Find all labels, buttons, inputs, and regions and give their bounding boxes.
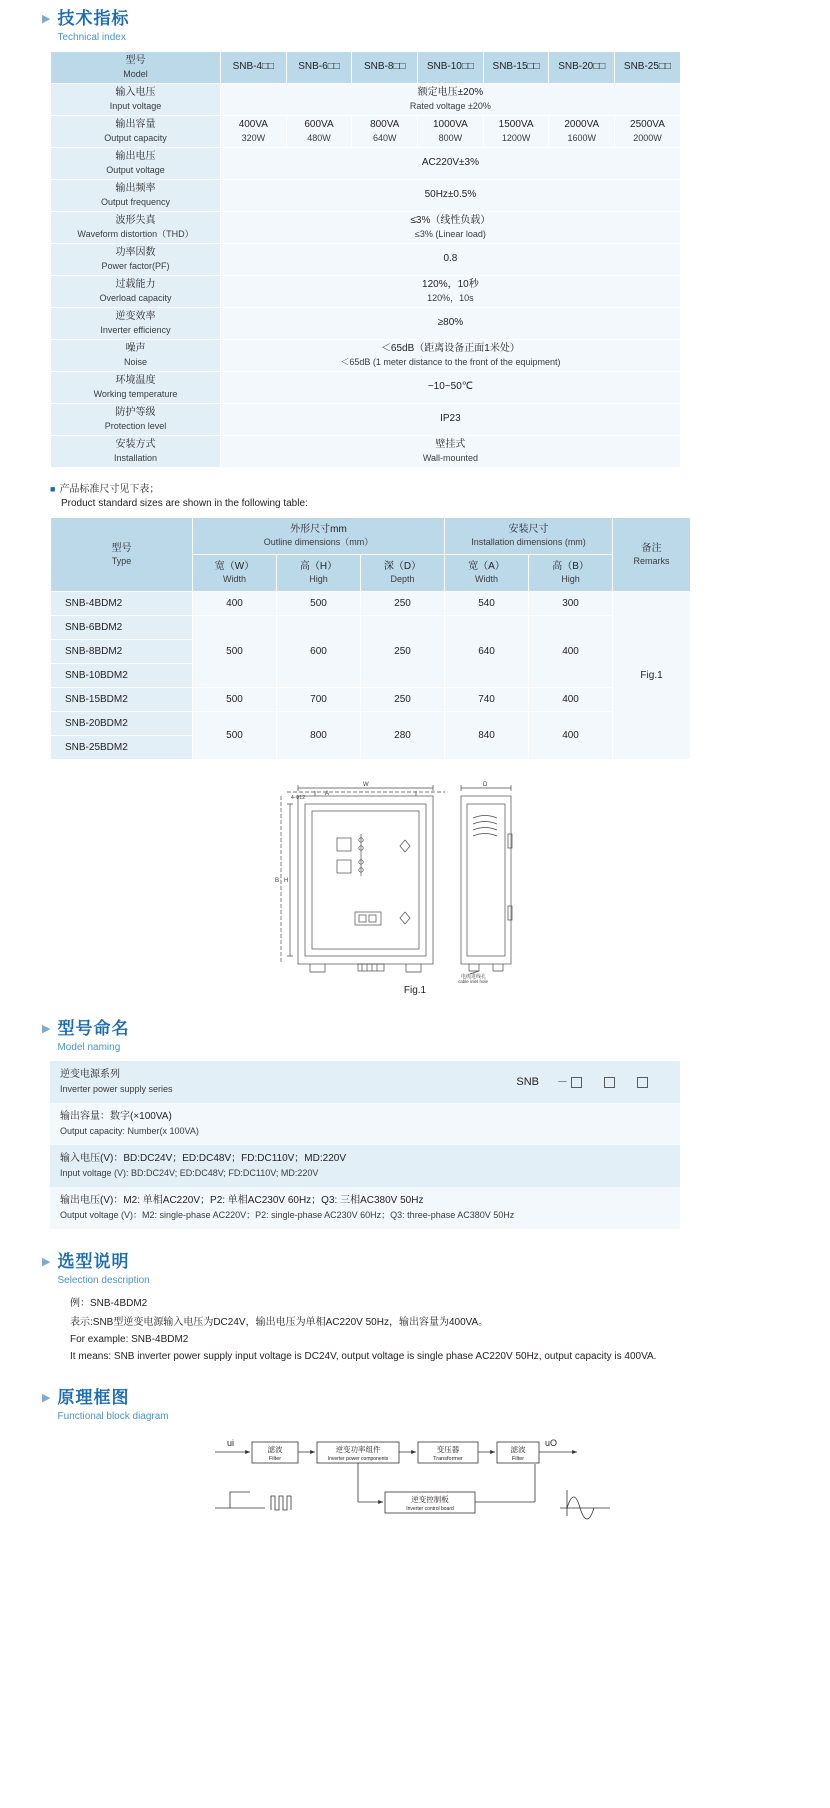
naming-row-input-voltage — [50, 1145, 680, 1187]
row-value — [221, 116, 287, 148]
table-row — [51, 688, 691, 712]
cell-cn: ≤3%（线性负载） — [410, 215, 491, 226]
cell-cn: 1000VA — [432, 119, 468, 130]
cell-cn: 2500VA — [630, 119, 665, 130]
block-box-1-en: Inverter power components — [327, 1456, 389, 1462]
block-box-1-cn: 逆变功率组件 — [335, 1445, 381, 1454]
table-row — [51, 52, 681, 84]
naming-row-series — [50, 1061, 680, 1103]
standard-size-table — [50, 517, 691, 760]
cell-en: 480W — [307, 132, 331, 143]
cell-cn: IP23 — [440, 413, 461, 425]
cell-cn: 50Hz±0.5% — [424, 189, 477, 201]
block-box-0-en: Filter — [268, 1456, 282, 1462]
size-row-type: SNB-20BDM2 — [51, 712, 193, 736]
row-label — [51, 116, 221, 148]
cable-hole-label-cn: 电缆进线孔 — [461, 974, 487, 980]
cell-cn: 型号 — [111, 542, 132, 554]
size-row-b: 300 — [529, 592, 613, 616]
size-row-d: 250 — [361, 592, 445, 616]
row-value — [221, 372, 681, 404]
cell-cn: 输出电压 — [115, 151, 156, 162]
size-row-type: SNB-8BDM2 — [51, 640, 193, 664]
row-value — [418, 116, 484, 148]
cell-cn: 宽（A） — [468, 561, 505, 572]
size-row-h: 700 — [277, 688, 361, 712]
section-header-technical-index — [42, 8, 830, 45]
block-output-label: uO — [545, 1438, 558, 1448]
naming-en: Input voltage (V): BD:DC24V; ED:DC48V; FD:DC110V; MD:220V — [60, 1168, 319, 1178]
cell-en: Depth — [390, 574, 415, 584]
section-title-cn: 技术指标 — [57, 9, 130, 28]
naming-cn: 输出电压(V)：M2: 单相AC220V；P2: 单相AC230V 60Hz；Q3: 三相AC380V 50Hz — [60, 1195, 424, 1206]
block-box-4-cn: 逆变控制板 — [411, 1495, 449, 1504]
technical-index-table — [50, 51, 681, 468]
cell-cn: 功率因数 — [115, 247, 156, 258]
cell-cn: 防护等级 — [115, 407, 156, 418]
block-input-label: ui — [227, 1438, 235, 1448]
cable-hole-label-en: cable inlet hole — [458, 979, 489, 983]
product-size-note — [50, 482, 830, 511]
cell-en: 120%，10s — [427, 292, 474, 303]
block-box-4-en: Inverter control board — [406, 1506, 454, 1512]
cell-cn: 2000VA — [564, 119, 600, 130]
section-header-functional-block-diagram — [42, 1387, 830, 1424]
size-note-cn: 产品标准尺寸见下表； — [59, 484, 160, 495]
cell-cn: 型号 — [125, 55, 146, 66]
size-row-type: SNB-25BDM2 — [51, 736, 193, 760]
selection-description-text — [70, 1296, 830, 1365]
size-row-d: 250 — [361, 688, 445, 712]
row-value — [221, 308, 681, 340]
model-cell: SNB-15□□ — [483, 52, 549, 84]
size-row-d: 250 — [361, 616, 445, 688]
section-title-en: Selection description — [57, 1275, 150, 1286]
row-label — [51, 180, 221, 212]
cell-en: Overload capacity — [99, 292, 172, 303]
section-title-cn: 选型说明 — [57, 1252, 130, 1271]
table-row — [51, 244, 681, 276]
cell-cn: 过载能力 — [115, 279, 156, 290]
cell-cn: ＜65dB（距离设备正面1米处） — [380, 343, 520, 354]
cell-cn: 0.8 — [443, 253, 458, 265]
cell-cn: 输入电压 — [115, 87, 156, 98]
triangle-right-icon: ▶ — [42, 1392, 51, 1404]
cell-en: Rated voltage ±20% — [409, 100, 491, 111]
naming-en: Output voltage (V)：M2: single-phase AC220V；P2: single-phase AC230V 60Hz；Q3: three-phase AC380V 50Hz — [60, 1210, 515, 1220]
cell-cn: 逆变效率 — [115, 311, 156, 322]
cell-en: Output capacity — [104, 132, 167, 143]
cell-en: Width — [475, 574, 499, 584]
header-install-high — [529, 555, 613, 592]
row-label — [51, 244, 221, 276]
model-cell: SNB-10□□ — [418, 52, 484, 84]
row-label — [51, 148, 221, 180]
naming-placeholder-box — [571, 1077, 582, 1088]
cabinet-drawing-svg — [265, 778, 565, 983]
row-value — [615, 116, 681, 148]
cell-cn: 1500VA — [498, 119, 534, 130]
naming-row-capacity — [50, 1103, 680, 1145]
model-cell: SNB-6□□ — [286, 52, 352, 84]
size-row-a: 540 — [445, 592, 529, 616]
naming-code-snb: SNB — [516, 1076, 539, 1088]
section-title-en: Technical index — [57, 32, 126, 43]
section-title-cn: 型号命名 — [57, 1019, 130, 1038]
row-label — [51, 340, 221, 372]
header-width — [193, 555, 277, 592]
table-row — [51, 180, 681, 212]
table-row — [51, 372, 681, 404]
header-outline-dimensions — [193, 518, 445, 555]
row-label — [51, 212, 221, 244]
size-row-b: 400 — [529, 688, 613, 712]
table-row — [51, 116, 681, 148]
size-row-b: 400 — [529, 616, 613, 688]
cell-cn: 波形失真 — [115, 215, 156, 226]
cell-cn: 高（H） — [299, 561, 338, 572]
section-title-cn: 原理框图 — [57, 1388, 130, 1407]
selection-example-cn: 例：SNB-4BDM2 — [70, 1298, 148, 1309]
naming-cn: 输入电压(V)：BD:DC24V；ED:DC48V；FD:DC110V；MD:220V — [60, 1153, 346, 1164]
cell-cn: −10~50℃ — [427, 381, 473, 393]
model-cell: SNB-8□□ — [352, 52, 418, 84]
selection-desc-en: It means: SNB inverter power supply input voltage is DC24V, output voltage is single phase AC220V 50Hz, output capacity is 400VA. — [70, 1351, 657, 1362]
cell-cn: 安装方式 — [115, 439, 156, 450]
cell-en: Outline dimensions（mm） — [263, 537, 374, 547]
row-label — [51, 372, 221, 404]
cell-en: ＜65dB (1 meter distance to the front of the equipment) — [340, 356, 561, 367]
row-label — [51, 276, 221, 308]
section-title-en: Functional block diagram — [57, 1411, 169, 1422]
cell-cn: 噪声 — [125, 343, 146, 354]
cell-cn: 120%，10秒 — [422, 279, 479, 290]
header-type — [51, 518, 193, 592]
row-value — [221, 340, 681, 372]
cell-en: Wall-mounted — [422, 452, 478, 463]
row-value — [549, 116, 615, 148]
cell-en: Width — [222, 574, 246, 584]
cell-en: 320W — [241, 132, 266, 143]
row-value — [352, 116, 418, 148]
triangle-right-icon: ▶ — [42, 1256, 51, 1268]
block-box-3-cn: 滤波 — [510, 1445, 526, 1454]
cell-en: ≤3% (Linear load) — [414, 228, 486, 239]
cell-en: 2000W — [633, 132, 662, 143]
naming-placeholder-box — [604, 1077, 615, 1088]
cell-cn: 宽（W） — [214, 561, 255, 572]
size-row-type: SNB-4BDM2 — [51, 592, 193, 616]
dim-label-phi: 4-Φ12 — [291, 795, 305, 801]
cell-cn: 输出容量 — [115, 119, 156, 130]
size-note-en: Product standard sizes are shown in the following table: — [61, 498, 308, 509]
size-row-h: 600 — [277, 616, 361, 688]
table-row — [51, 436, 681, 468]
size-row-w: 500 — [193, 712, 277, 760]
size-row-h: 500 — [277, 592, 361, 616]
cell-en: High — [561, 574, 580, 584]
model-cell: SNB-20□□ — [549, 52, 615, 84]
triangle-right-icon: ▶ — [42, 13, 51, 25]
row-value — [221, 84, 681, 116]
cell-en: Noise — [123, 356, 147, 367]
block-box-2-en: Transformer — [433, 1456, 463, 1462]
size-row-w: 500 — [193, 616, 277, 688]
square-bullet-icon: ■ — [50, 484, 56, 494]
size-row-h: 800 — [277, 712, 361, 760]
cell-cn: 环境温度 — [115, 375, 156, 386]
block-box-3-en: Filter — [511, 1456, 525, 1462]
row-value — [221, 212, 681, 244]
naming-placeholder-box — [637, 1077, 648, 1088]
header-remarks — [613, 518, 691, 592]
size-row-a: 740 — [445, 688, 529, 712]
table-row — [51, 84, 681, 116]
row-label — [51, 436, 221, 468]
naming-en: Output capacity: Number(x 100VA) — [60, 1126, 199, 1136]
row-value — [221, 244, 681, 276]
cell-en: Inverter efficiency — [100, 324, 171, 335]
block-diagram-svg — [205, 1430, 625, 1530]
cabinet-drawing — [0, 778, 830, 983]
cell-cn: 深（D） — [383, 561, 422, 572]
size-row-w: 400 — [193, 592, 277, 616]
cell-en: Type — [111, 555, 132, 566]
table-row — [51, 340, 681, 372]
dim-label-w: W — [363, 782, 369, 788]
size-row-w: 500 — [193, 688, 277, 712]
model-label-cell — [51, 52, 221, 84]
cell-en: High — [309, 574, 328, 584]
cell-cn: 外形尺寸mm — [290, 524, 347, 535]
row-value — [221, 276, 681, 308]
block-box-0-cn: 滤波 — [267, 1445, 283, 1454]
size-row-b: 400 — [529, 712, 613, 760]
row-value — [221, 436, 681, 468]
triangle-right-icon: ▶ — [42, 1023, 51, 1035]
size-row-a: 640 — [445, 616, 529, 688]
model-naming-block — [50, 1061, 680, 1229]
model-cell: SNB-25□□ — [615, 52, 681, 84]
section-header-selection-description — [42, 1251, 830, 1288]
table-row — [51, 404, 681, 436]
cell-en: 800W — [438, 132, 463, 143]
header-depth — [361, 555, 445, 592]
naming-row-output-voltage — [50, 1187, 680, 1229]
cell-cn: 额定电压±20% — [417, 87, 484, 98]
cell-cn: 输出频率 — [115, 183, 156, 194]
section-title-en: Model naming — [57, 1042, 121, 1053]
table-row — [51, 616, 691, 640]
dim-label-h: H — [284, 878, 289, 884]
selection-example-en: For example: SNB-4BDM2 — [70, 1334, 189, 1345]
size-row-type: SNB-15BDM2 — [51, 688, 193, 712]
cell-en: Model — [123, 68, 148, 79]
cell-en: 1600W — [567, 132, 597, 143]
cell-cn: 400VA — [238, 119, 268, 130]
naming-dash: － — [557, 1076, 568, 1088]
cell-cn: 备注 — [641, 542, 662, 554]
table-row — [51, 518, 691, 555]
cell-en: Installation — [113, 452, 158, 463]
cell-en: Working temperature — [93, 388, 178, 399]
cell-cn: 壁挂式 — [435, 439, 466, 450]
table-row — [51, 148, 681, 180]
cell-en: Output frequency — [100, 196, 171, 207]
cell-en: Power factor(PF) — [101, 260, 170, 271]
cell-cn: 600VA — [304, 119, 334, 130]
size-row-remark: Fig.1 — [613, 592, 691, 760]
functional-block-diagram — [0, 1430, 830, 1530]
cell-en: Output voltage — [106, 164, 165, 175]
table-row — [51, 212, 681, 244]
selection-desc-cn: 表示:SNB型逆变电源输入电压为DC24V，输出电压为单相AC220V 50Hz，输出容量为400VA。 — [70, 1317, 489, 1328]
dim-label-b: B — [275, 878, 280, 884]
row-label — [51, 84, 221, 116]
header-installation-dimensions — [445, 518, 613, 555]
naming-code-group — [516, 1075, 670, 1089]
row-value — [221, 404, 681, 436]
model-cell: SNB-4□□ — [221, 52, 287, 84]
header-install-width — [445, 555, 529, 592]
cell-en: Protection level — [104, 420, 167, 431]
row-label — [51, 308, 221, 340]
table-row — [51, 276, 681, 308]
row-label — [51, 404, 221, 436]
row-value — [286, 116, 352, 148]
cell-cn: 800VA — [370, 119, 400, 130]
row-value — [221, 148, 681, 180]
cell-en: Installation dimensions (mm) — [471, 537, 586, 547]
cell-en: 640W — [372, 132, 397, 143]
table-row — [51, 308, 681, 340]
size-row-d: 280 — [361, 712, 445, 760]
size-row-type: SNB-10BDM2 — [51, 664, 193, 688]
size-row-type: SNB-6BDM2 — [51, 616, 193, 640]
table-row — [51, 592, 691, 616]
cell-cn: 高（B） — [552, 561, 589, 572]
cell-cn: 安装尺寸 — [508, 524, 549, 535]
naming-cn: 逆变电源系列 — [60, 1069, 120, 1080]
naming-cn: 输出容量：数字(×100VA) — [60, 1111, 172, 1122]
block-box-2-cn: 变压器 — [436, 1445, 460, 1454]
cell-en: Remarks — [633, 555, 670, 566]
row-value — [221, 180, 681, 212]
section-header-model-naming — [42, 1018, 830, 1055]
header-high — [277, 555, 361, 592]
figure-caption: Fig.1 — [403, 985, 427, 996]
cell-en: Input voltage — [109, 100, 162, 111]
cell-en: 1200W — [501, 132, 531, 143]
cell-en: Waveform distortion（THD） — [77, 228, 194, 239]
cell-cn: ≥80% — [437, 317, 464, 329]
row-value — [483, 116, 549, 148]
dim-label-a: A — [325, 791, 330, 797]
naming-en: Inverter power supply series — [60, 1084, 173, 1094]
table-row — [51, 712, 691, 736]
size-row-a: 840 — [445, 712, 529, 760]
dim-label-d: D — [483, 782, 488, 788]
cell-cn: AC220V±3% — [421, 157, 479, 169]
